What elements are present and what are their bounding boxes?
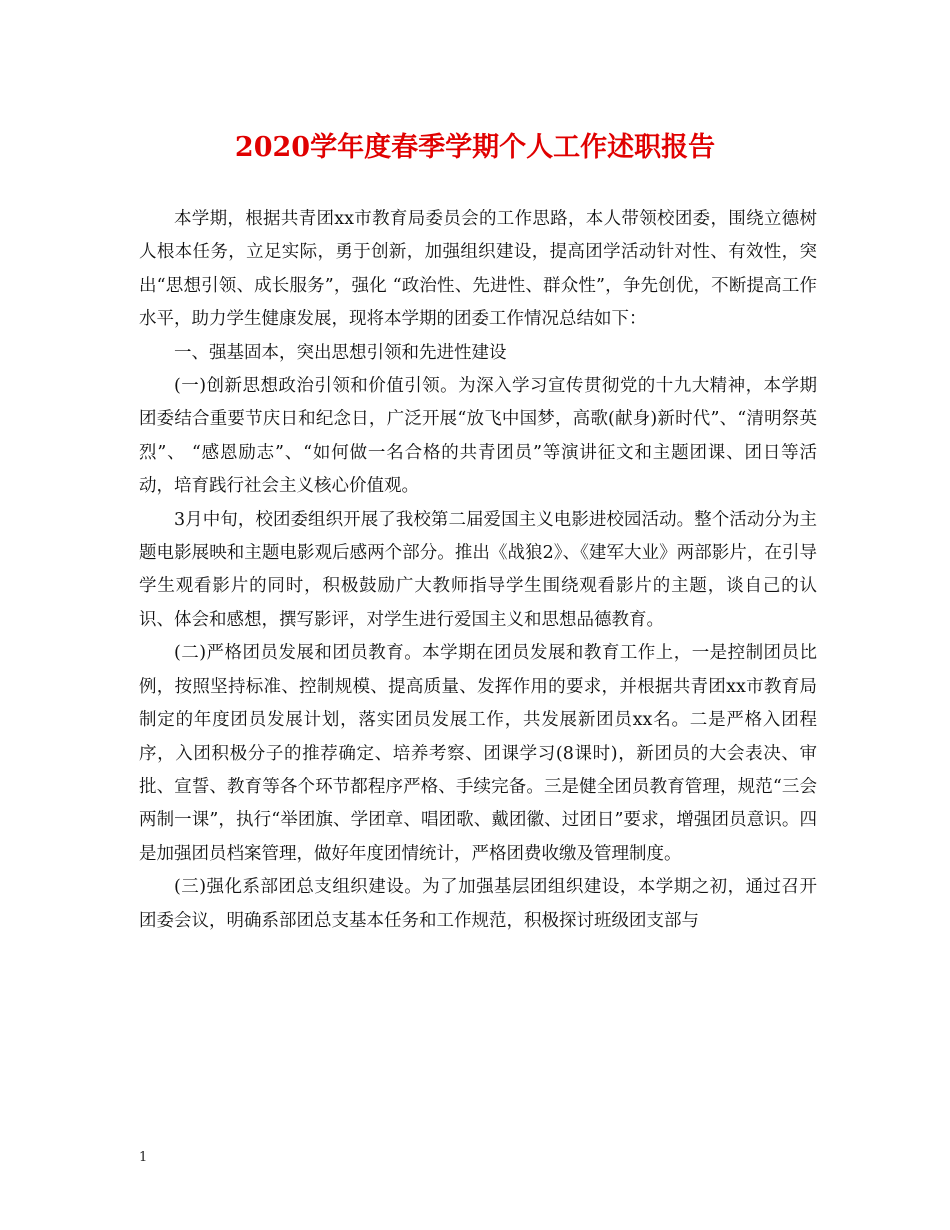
document-body <box>139 203 817 938</box>
paragraph-intro: 本学期，根据共青团xx市教育局委员会的工作思路，本人带领校团委，围绕立德树人根本任务，立足实际，勇于创新，加强组织建设，提高团学活动针对性、有效性，突出“思想引领、成长服务”，强化 “政治性、先进性、群众性”，争先创优，不断提高工作水平，助力学生健康发展，现将本学期的团委工作情况总结如下： <box>139 209 817 330</box>
section-heading-1: 一、强基固本，突出思想引领和先进性建设 <box>174 342 507 363</box>
page-number: 1 <box>139 1150 148 1165</box>
paragraph-subsection-1: (一)创新思想政治引领和价值引领。为深入学习宣传贯彻党的十九大精神，本学期团委结合重要节庆日和纪念日，广泛开展“放飞中国梦，高歌(献身)新时代”、“清明祭英烈”、 “感恩励志”、“如何做一名合格的共青团员”等演讲征文和主题团课、团日等活动，培育践行社会主义核心价值观。 <box>139 376 817 497</box>
paragraph-film-activity: 3月中旬，校团委组织开展了我校第二届爱国主义电影进校园活动。整个活动分为主题电影展映和主题电影观后感两个部分。推出《战狼2》、《建军大业》两部影片，在引导学生观看影片的同时，积极鼓励广大教师指导学生围绕观看影片的主题，谈自己的认识、体会和感想，撰写影评，对学生进行爱国主义和思想品德教育。 <box>139 509 817 630</box>
document-title: 2020学年度春季学期个人工作述职报告 <box>234 132 716 163</box>
paragraph-subsection-2: (二)严格团员发展和团员教育。本学期在团员发展和教育工作上，一是控制团员比例，按照坚持标准、控制规模、提高质量、发挥作用的要求，并根据共青团xx市教育局制定的年度团员发展计划，落实团员发展工作，共发展新团员xx名。二是严格入团程序，入团积极分子的推荐确定、培养考察、团课学习(8课时)，新团员的大会表决、审批、宣誓、教育等各个环节都程序严格、手续完备。三是健全团员教育管理，规范“三会两制一课”，执行“举团旗、学团章、唱团歌、戴团徽、过团日”要求，增强团员意识。四是加强团员档案管理，做好年度团情统计，严格团费收缴及管理制度。 <box>139 643 817 864</box>
paragraph-subsection-3: (三)强化系部团总支组织建设。为了加强基层团组织建设，本学期之初，通过召开团委会议，明确系部团总支基本任务和工作规范，积极探讨班级团支部与 <box>139 877 817 931</box>
